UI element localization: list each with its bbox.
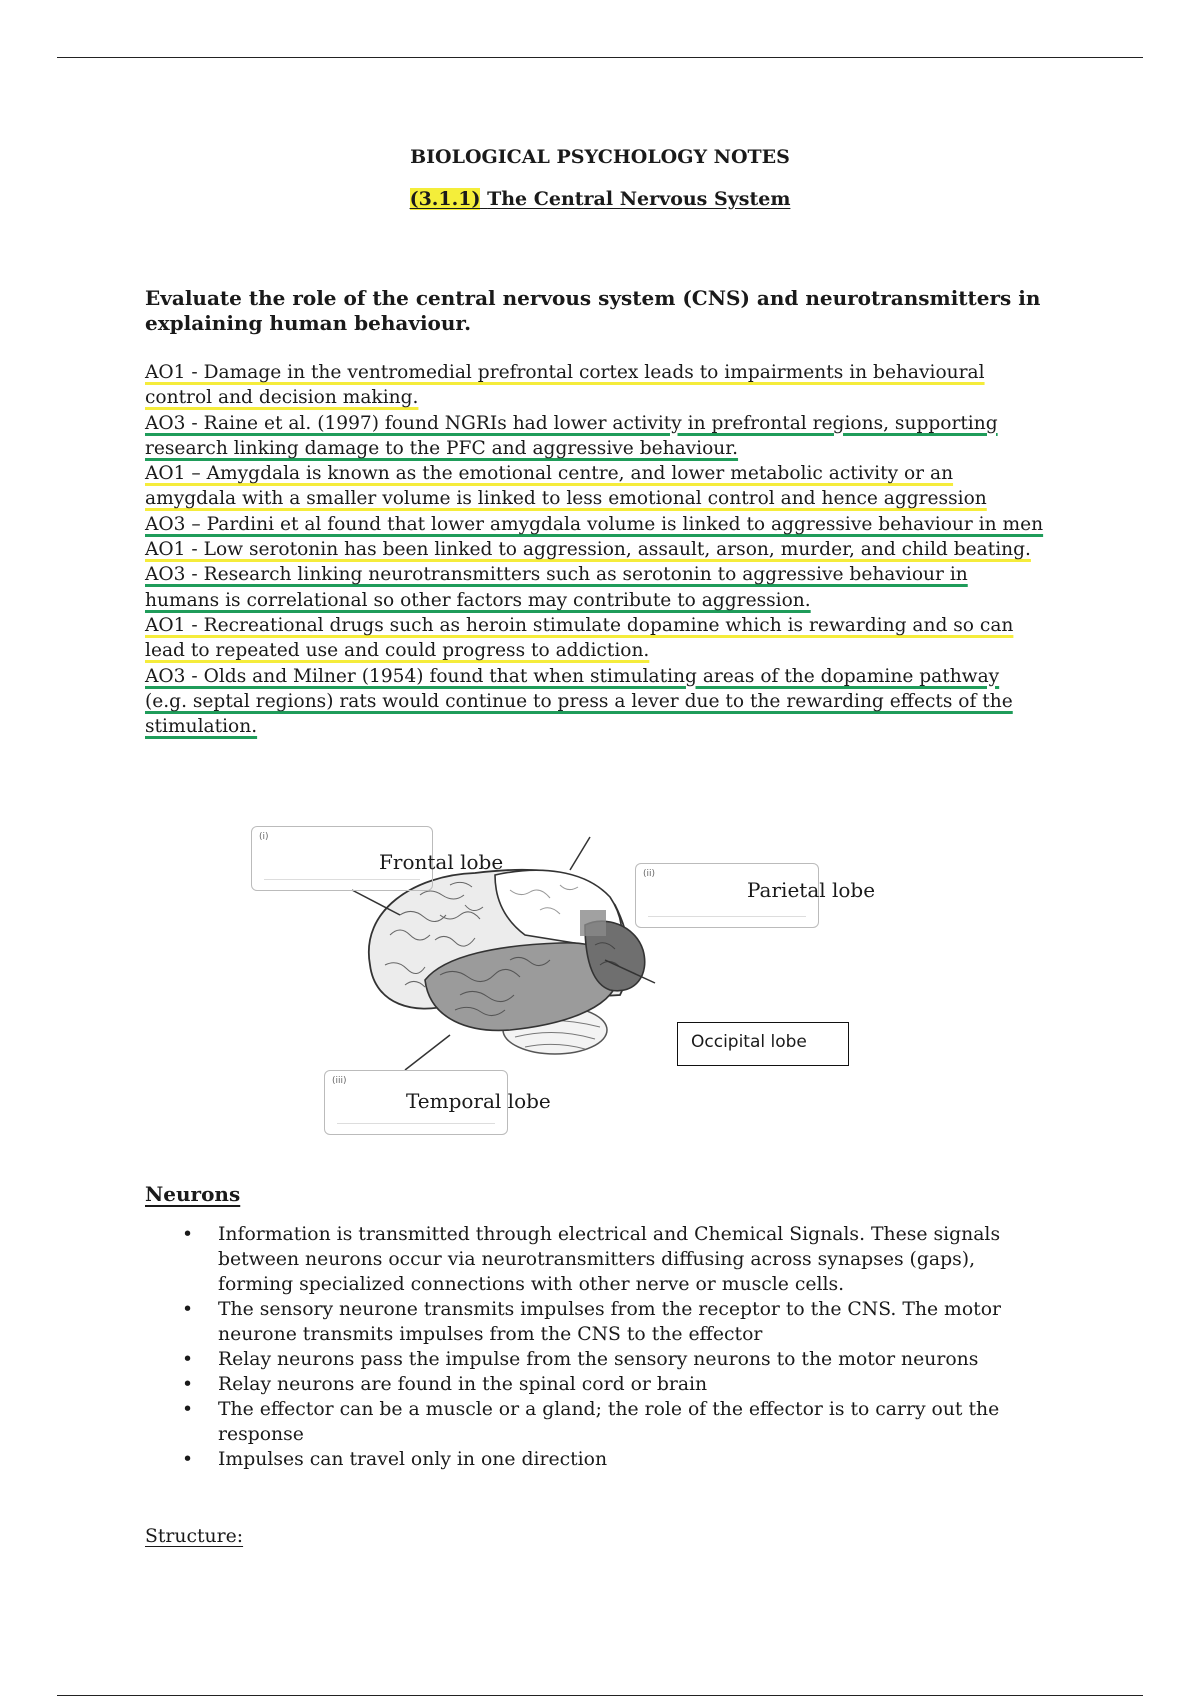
ao-point: AO1 - Damage in the ventromedial prefrontal cortex leads to impairments in behavioural control and decision making. bbox=[145, 362, 985, 409]
temporal-lobe-label: Temporal lobe bbox=[406, 1089, 551, 1113]
frontal-lobe-label: Frontal lobe bbox=[379, 850, 504, 874]
list-item: • Relay neurons are found in the spinal cord or brain bbox=[182, 1374, 708, 1395]
brain-diagram bbox=[240, 815, 880, 1135]
ao-point: AO3 – Pardini et al found that lower amygdala volume is linked to aggressive behaviour in men bbox=[145, 513, 1044, 535]
neurons-heading: Neurons bbox=[145, 1182, 241, 1206]
list-item: • The sensory neurone transmits impulses from the receptor to the CNS. The motor neurone transmits impulses from the CNS to the effector bbox=[182, 1299, 1002, 1345]
ao-point: AO3 - Olds and Milner (1954) found that when stimulating areas of the dopamine pathway (e.g. septal regions) rats would continue to press a lever due to the rewarding effects of the stimulation. bbox=[145, 665, 1013, 738]
essay-question: Evaluate the role of the central nervous system (CNS) and neurotransmitters in explaining human behaviour. bbox=[145, 286, 1041, 335]
list-item: • Information is transmitted through electrical and Chemical Signals. These signals between neurons occur via neurotransmitters diffusing across synapses (gaps), forming specialized connections with other nerve or muscle cells. bbox=[182, 1224, 1001, 1295]
ao-point: AO1 – Amygdala is known as the emotional centre, and lower metabolic activity or an amygdala with a smaller volume is linked to less emotional control and hence aggression bbox=[145, 463, 987, 510]
list-item: • Relay neurons pass the impulse from the sensory neurons to the motor neurons bbox=[182, 1349, 979, 1370]
ao-point: AO1 - Low serotonin has been linked to aggression, assault, arson, murder, and child beating. bbox=[145, 539, 1031, 561]
page-subtitle bbox=[0, 188, 1200, 210]
parietal-lobe-label: Parietal lobe bbox=[747, 878, 876, 902]
bottom-rule bbox=[57, 1695, 1143, 1696]
occipital-lobe-box bbox=[677, 1022, 849, 1066]
ao-points bbox=[145, 360, 1045, 739]
neurons-bullet-list bbox=[145, 1222, 1025, 1472]
answer-box-ii: (ii) bbox=[635, 863, 819, 928]
page-title: BIOLOGICAL PSYCHOLOGY NOTES bbox=[410, 146, 790, 168]
ao-point: AO1 - Recreational drugs such as heroin stimulate dopamine which is rewarding and so can lead to repeated use and could progress to addiction. bbox=[145, 614, 1014, 662]
ao-point: AO3 - Raine et al. (1997) found NGRIs had lower activity in prefrontal regions, supporting research linking damage to the PFC and aggressive behaviour. bbox=[145, 412, 998, 459]
top-rule bbox=[57, 57, 1143, 58]
subtitle-text: The Central Nervous System bbox=[487, 188, 791, 210]
list-item: • Impulses can travel only in one direction bbox=[182, 1449, 608, 1470]
subtitle-code: (3.1.1) bbox=[409, 188, 481, 210]
answer-box-i: (i) bbox=[251, 826, 433, 891]
ao-point: AO3 - Research linking neurotransmitters such as serotonin to aggressive behaviour in humans is correlational so other factors may contribute to aggression. bbox=[145, 564, 968, 611]
list-item: • The effector can be a muscle or a gland; the role of the effector is to carry out the response bbox=[182, 1399, 1000, 1445]
answer-box-iii: (iii) bbox=[324, 1070, 508, 1135]
structure-heading: Structure: bbox=[145, 1526, 244, 1547]
occipital-lobe-label: Occipital lobe bbox=[691, 1032, 807, 1052]
